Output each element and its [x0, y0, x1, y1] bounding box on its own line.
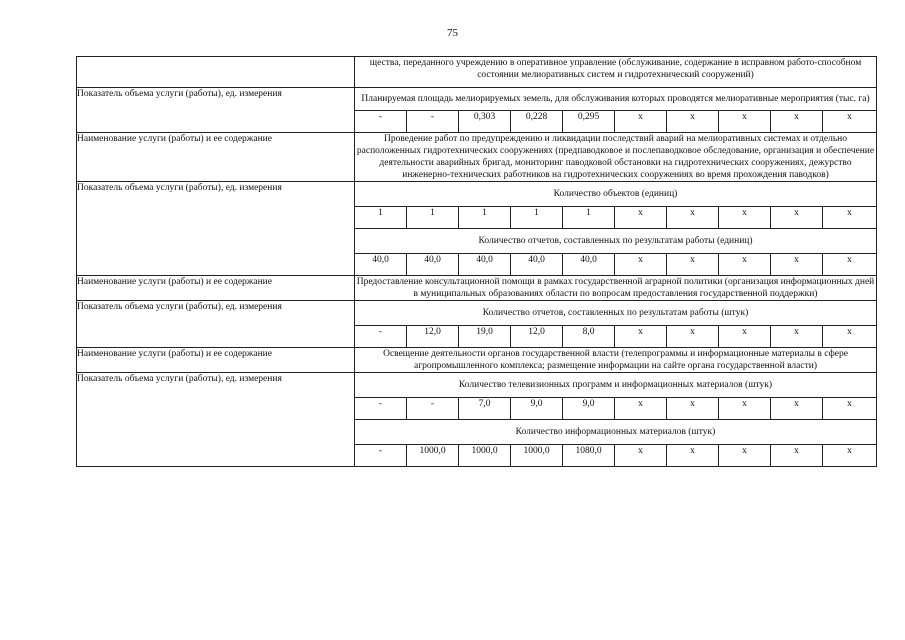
services-table — [76, 56, 877, 467]
value-cell: x — [667, 207, 719, 229]
value-cell: x — [719, 254, 771, 276]
value-cell: x — [667, 111, 719, 133]
value-cell: x — [771, 326, 823, 348]
value-cell: 40,0 — [563, 254, 615, 276]
value-cell: x — [615, 207, 667, 229]
table-row — [77, 133, 877, 182]
value-cell: x — [823, 111, 877, 133]
value-cell: - — [355, 398, 407, 420]
indicator-header: Планируемая площадь мелиорируемых земель, для обслуживания которых проводятся мелиоративные мероприятия (тыс. га) — [355, 88, 877, 111]
value-cell: 8,0 — [563, 326, 615, 348]
indicator-header: Количество отчетов, составленных по результатам работы (единиц) — [355, 229, 877, 254]
value-cell: x — [667, 254, 719, 276]
value-cell: x — [771, 111, 823, 133]
value-cell: x — [823, 254, 877, 276]
row-label: Показатель объема услуги (работы), ед. измерения — [77, 301, 355, 348]
row-label: Наименование услуги (работы) и ее содержание — [77, 348, 355, 373]
row-label: Наименование услуги (работы) и ее содержание — [77, 133, 355, 182]
indicator-header: Количество телевизионных программ и информационных материалов (штук) — [355, 373, 877, 398]
value-cell: 1 — [355, 207, 407, 229]
value-cell: x — [771, 207, 823, 229]
value-cell: 12,0 — [511, 326, 563, 348]
value-cell: 0,295 — [563, 111, 615, 133]
value-cell: x — [615, 398, 667, 420]
value-cell: x — [719, 207, 771, 229]
value-cell: 40,0 — [459, 254, 511, 276]
indicator-header: Количество объектов (единиц) — [355, 182, 877, 207]
value-cell: 1000,0 — [511, 445, 563, 467]
page-number: 75 — [447, 27, 458, 39]
value-cell: 0,303 — [459, 111, 511, 133]
value-cell: 12,0 — [407, 326, 459, 348]
service-description: Проведение работ по предупреждению и ликвидации последствий аварий на мелиоративных системах и отдельно расположенных гидротехнических сооружениях (предпаводковое и послепаводковое обследование, организация и обеспечение деятельности аварийных бригад, мониторинг паводковой обстановки на гидротехнических сооружениях, дежурство инженерно-технических работников на гидротехнических сооружениях во время прохождения паводков) — [355, 133, 877, 182]
value-cell: 40,0 — [355, 254, 407, 276]
table-row — [77, 373, 877, 398]
row-label: Наименование услуги (работы) и ее содержание — [77, 276, 355, 301]
table-row — [77, 57, 877, 88]
value-cell: 1 — [407, 207, 459, 229]
service-description: щества, переданного учреждению в оперативное управление (обслуживание, содержание в исправном работо-способном состоянии мелиоративных систем и гидротехнический сооружений) — [355, 57, 877, 88]
value-cell: - — [407, 111, 459, 133]
value-cell: x — [771, 254, 823, 276]
value-cell: - — [355, 326, 407, 348]
table-row — [77, 276, 877, 301]
value-cell: x — [615, 445, 667, 467]
value-cell: 1 — [563, 207, 615, 229]
value-cell: - — [355, 111, 407, 133]
value-cell: x — [771, 398, 823, 420]
value-cell: x — [615, 326, 667, 348]
service-description: Освещение деятельности органов государственной власти (телепрограммы и информационные материалы в сфере агропромышленного комплекса; размещение информации на сайте органа государственной власти) — [355, 348, 877, 373]
value-cell: 1080,0 — [563, 445, 615, 467]
row-label — [77, 57, 355, 88]
value-cell: x — [615, 254, 667, 276]
value-cell: x — [667, 398, 719, 420]
row-label: Показатель объема услуги (работы), ед. измерения — [77, 373, 355, 467]
value-cell: x — [615, 111, 667, 133]
value-cell: 7,0 — [459, 398, 511, 420]
value-cell: 1000,0 — [459, 445, 511, 467]
value-cell: x — [771, 445, 823, 467]
table-row — [77, 301, 877, 326]
value-cell: - — [355, 445, 407, 467]
indicator-header: Количество информационных материалов (штук) — [355, 420, 877, 445]
indicator-header: Количество отчетов, составленных по результатам работы (штук) — [355, 301, 877, 326]
table-row — [77, 348, 877, 373]
value-cell: - — [407, 398, 459, 420]
value-cell: 1 — [459, 207, 511, 229]
value-cell: 1000,0 — [407, 445, 459, 467]
value-cell: x — [823, 445, 877, 467]
value-cell: 1 — [511, 207, 563, 229]
row-label: Показатель объема услуги (работы), ед. измерения — [77, 182, 355, 276]
table-row — [77, 88, 877, 111]
value-cell: x — [667, 326, 719, 348]
value-cell: x — [719, 111, 771, 133]
row-label: Показатель объема услуги (работы), ед. измерения — [77, 88, 355, 133]
value-cell: 9,0 — [511, 398, 563, 420]
value-cell: x — [823, 326, 877, 348]
value-cell: x — [719, 326, 771, 348]
table-row — [77, 182, 877, 207]
value-cell: 0,228 — [511, 111, 563, 133]
value-cell: x — [719, 445, 771, 467]
value-cell: x — [823, 398, 877, 420]
value-cell: x — [667, 445, 719, 467]
service-description: Предоставление консультационной помощи в рамках государственной аграрной политики (организация информационных дней в муниципальных образованиях области по вопросам предоставления государственной поддержки) — [355, 276, 877, 301]
value-cell: 40,0 — [407, 254, 459, 276]
value-cell: 40,0 — [511, 254, 563, 276]
value-cell: 19,0 — [459, 326, 511, 348]
value-cell: 9,0 — [563, 398, 615, 420]
value-cell: x — [719, 398, 771, 420]
value-cell: x — [823, 207, 877, 229]
